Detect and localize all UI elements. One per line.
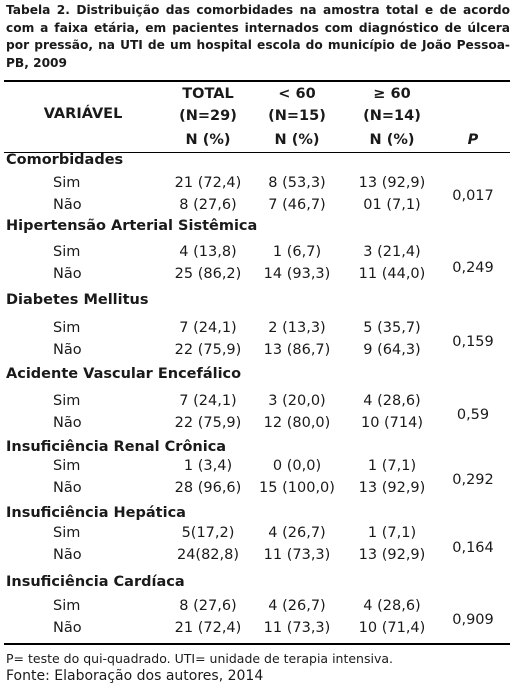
cell-lt60: 0 (0,0) bbox=[272, 458, 322, 474]
section-title: Insuficiência Renal Crônica bbox=[6, 439, 227, 455]
cell-lt60: 11 (73,3) bbox=[263, 620, 331, 636]
cell-p-value: 0,249 bbox=[452, 260, 494, 276]
header-variable: VARIÁVEL bbox=[43, 106, 123, 122]
cell-total: 7 (24,1) bbox=[179, 320, 237, 336]
cell-lt60: 3 (20,0) bbox=[268, 393, 326, 409]
cell-total: 8 (27,6) bbox=[179, 598, 237, 614]
cell-ge60: 13 (92,9) bbox=[358, 175, 426, 191]
header-npct-lt60: N (%) bbox=[274, 132, 320, 148]
cell-ge60: 01 (7,1) bbox=[363, 197, 421, 213]
cell-ge60: 13 (92,9) bbox=[358, 547, 426, 563]
table-caption: Tabela 2. Distribuição das comorbidades na amostra total e de acordo com a faixa etária, em pacientes internados com diagnóstico de úlcera por pressão, na UTI de um hospital escola do município de João Pessoa-PB, 2009 bbox=[6, 3, 510, 70]
cell-lt60: 7 (46,7) bbox=[268, 197, 326, 213]
cell-p-value: 0,017 bbox=[452, 188, 494, 204]
cell-lt60: 1 (6,7) bbox=[272, 244, 322, 260]
header-lt60: < 60 bbox=[278, 86, 316, 102]
cell-ge60: 1 (7,1) bbox=[367, 458, 417, 474]
cell-lt60: 2 (13,3) bbox=[268, 320, 326, 336]
row-label: Sim bbox=[53, 598, 81, 614]
cell-ge60: 3 (21,4) bbox=[363, 244, 421, 260]
cell-total: 4 (13,8) bbox=[179, 244, 237, 260]
table-source: Fonte: Elaboração dos autores, 2014 bbox=[6, 668, 264, 684]
cell-total: 8 (27,6) bbox=[179, 197, 237, 213]
cell-ge60: 9 (64,3) bbox=[363, 342, 421, 358]
row-label: Não bbox=[53, 197, 82, 213]
section-title: Hipertensão Arterial Sistêmica bbox=[6, 218, 258, 234]
header-ge60-n: (N=14) bbox=[363, 108, 421, 124]
row-label: Não bbox=[53, 480, 82, 496]
cell-lt60: 14 (93,3) bbox=[263, 266, 331, 282]
cell-ge60: 4 (28,6) bbox=[363, 598, 421, 614]
cell-ge60: 1 (7,1) bbox=[367, 525, 417, 541]
header-ge60: ≥ 60 bbox=[373, 86, 411, 102]
cell-p-value: 0,59 bbox=[456, 407, 490, 423]
header-lt60-n: (N=15) bbox=[268, 108, 326, 124]
row-label: Sim bbox=[53, 175, 81, 191]
cell-p-value: 0,164 bbox=[452, 540, 494, 556]
cell-total: 5(17,2) bbox=[181, 525, 235, 541]
cell-ge60: 10 (714) bbox=[360, 415, 424, 431]
cell-total: 24(82,8) bbox=[176, 547, 240, 563]
cell-ge60: 13 (92,9) bbox=[358, 480, 426, 496]
cell-p-value: 0,909 bbox=[452, 612, 494, 628]
top-rule bbox=[4, 80, 510, 82]
cell-p-value: 0,292 bbox=[452, 472, 494, 488]
section-title: Diabetes Mellitus bbox=[6, 292, 149, 308]
row-label: Não bbox=[53, 342, 82, 358]
section-title: Comorbidades bbox=[6, 152, 124, 168]
row-label: Não bbox=[53, 266, 82, 282]
row-label: Sim bbox=[53, 458, 81, 474]
header-total: TOTAL bbox=[182, 86, 234, 102]
cell-lt60: 4 (26,7) bbox=[268, 525, 326, 541]
cell-total: 22 (75,9) bbox=[174, 415, 242, 431]
row-label: Sim bbox=[53, 320, 81, 336]
cell-p-value: 0,159 bbox=[452, 334, 494, 350]
header-npct-ge60: N (%) bbox=[369, 132, 415, 148]
section-title: Insuficiência Cardíaca bbox=[6, 574, 185, 590]
cell-ge60: 11 (44,0) bbox=[358, 266, 426, 282]
cell-lt60: 12 (80,0) bbox=[263, 415, 331, 431]
cell-total: 28 (96,6) bbox=[174, 480, 242, 496]
row-label: Não bbox=[53, 620, 82, 636]
cell-total: 1 (3,4) bbox=[183, 458, 233, 474]
cell-total: 7 (24,1) bbox=[179, 393, 237, 409]
row-label: Sim bbox=[53, 244, 81, 260]
cell-lt60: 11 (73,3) bbox=[263, 547, 331, 563]
cell-lt60: 15 (100,0) bbox=[259, 480, 335, 496]
header-total-n: (N=29) bbox=[179, 108, 237, 124]
cell-ge60: 4 (28,6) bbox=[363, 393, 421, 409]
header-npct-total: N (%) bbox=[185, 132, 231, 148]
row-label: Não bbox=[53, 547, 82, 563]
cell-lt60: 8 (53,3) bbox=[268, 175, 326, 191]
section-title: Insuficiência Hepática bbox=[6, 505, 186, 521]
cell-ge60: 5 (35,7) bbox=[363, 320, 421, 336]
row-label: Sim bbox=[53, 393, 81, 409]
cell-total: 21 (72,4) bbox=[174, 175, 242, 191]
header-p-value: P bbox=[467, 132, 479, 148]
cell-lt60: 4 (26,7) bbox=[268, 598, 326, 614]
cell-ge60: 10 (71,4) bbox=[358, 620, 426, 636]
cell-total: 21 (72,4) bbox=[174, 620, 242, 636]
table-footnote: P= teste do qui-quadrado. UTI= unidade de terapia intensiva. bbox=[6, 651, 393, 666]
cell-lt60: 13 (86,7) bbox=[263, 342, 331, 358]
row-label: Sim bbox=[53, 525, 81, 541]
cell-total: 25 (86,2) bbox=[174, 266, 242, 282]
section-title: Acidente Vascular Encefálico bbox=[6, 366, 242, 382]
bottom-rule bbox=[4, 643, 510, 645]
cell-total: 22 (75,9) bbox=[174, 342, 242, 358]
row-label: Não bbox=[53, 415, 82, 431]
